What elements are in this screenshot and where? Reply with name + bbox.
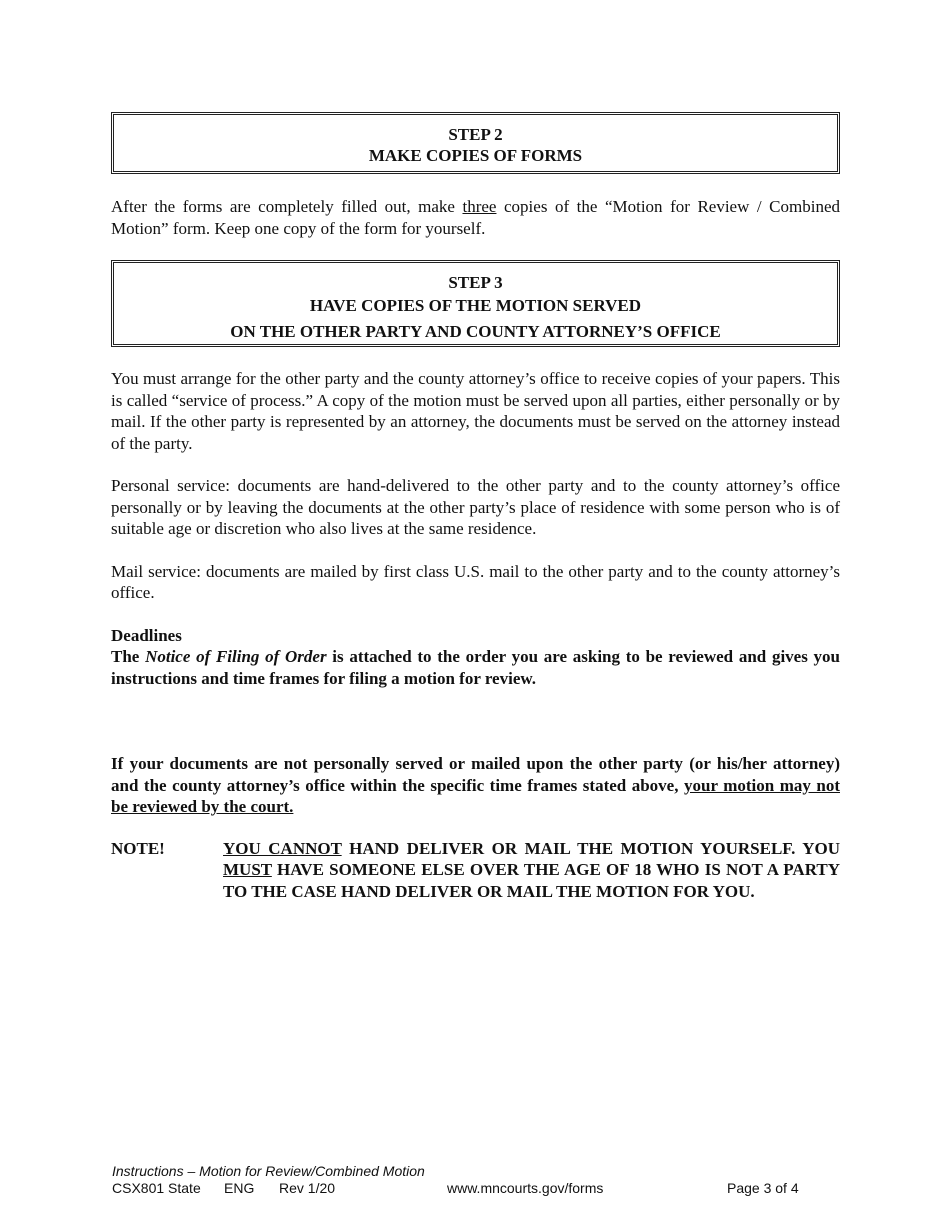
note-text bbox=[223, 838, 840, 903]
mail-service-paragraph: Mail service: documents are mailed by first class U.S. mail to the other party and to the county attorney’s office. bbox=[111, 561, 840, 602]
note-text-part-1: HAND DELIVER OR MAIL THE MOTION YOURSELF. YOU bbox=[341, 838, 841, 858]
warning-text: If your documents are not personally served or mailed upon the other party (or his/her attorney) and the county attorney’s office within the specific time frames stated above, bbox=[111, 754, 840, 795]
note-text-part-2: HAVE SOMEONE ELSE OVER THE AGE OF 18 WHO IS NOT A PARTY TO THE CASE HAND DELIVER OR MAIL THE MOTION FOR YOU. bbox=[223, 860, 840, 901]
step-2-text-start: After the forms are completely filled out, make bbox=[111, 197, 463, 216]
warning-paragraph bbox=[111, 753, 840, 818]
step-2-text-end: copies of the “Motion for Review / Combined Motion” form. Keep one copy of the form for yourself. bbox=[111, 197, 840, 238]
page-footer bbox=[112, 1163, 812, 1197]
footer-form-code: CSX801 State bbox=[112, 1180, 201, 1196]
step-3-title-line-1: HAVE COPIES OF THE MOTION SERVED bbox=[309, 296, 642, 315]
note-label: NOTE! bbox=[111, 838, 165, 858]
note-block bbox=[111, 838, 840, 903]
footer-website: www.mncourts.gov/forms bbox=[447, 1180, 604, 1196]
personal-service-paragraph: Personal service: documents are hand-delivered to the other party and to the county attorney’s office personally or by leaving the documents at the other party’s place of residence with some person who is of suitable age or discretion who also lives at the same residence. bbox=[111, 476, 840, 538]
step-2-title: MAKE COPIES OF FORMS bbox=[368, 146, 583, 165]
warning-underlined-text: your motion may not be reviewed by the court. bbox=[111, 775, 840, 816]
service-of-process-paragraph: You must arrange for the other party and the county attorney’s office to receive copies of your papers. This is called “service of process.” A copy of the motion must be served upon all parties, either personally or by mail. If the other party is represented by an attorney, the documents must be served on the attorney instead of the party. bbox=[111, 369, 840, 453]
deadlines-text-end: is attached to the order you are asking to be reviewed and gives you instructions and time frames for filing a motion for review. bbox=[111, 647, 841, 688]
step-3-header-box bbox=[111, 260, 840, 347]
deadlines-heading: Deadlines bbox=[111, 625, 182, 645]
document-page bbox=[111, 112, 840, 902]
deadlines-paragraph bbox=[111, 646, 840, 689]
step-2-header-box bbox=[111, 112, 840, 174]
step-2-paragraph bbox=[111, 196, 840, 239]
footer-title: Instructions – Motion for Review/Combined Motion bbox=[112, 1163, 425, 1179]
note-underlined-must: MUST bbox=[223, 860, 272, 879]
footer-revision: Rev 1/20 bbox=[279, 1180, 336, 1196]
footer-page-number: Page 3 of 4 bbox=[727, 1180, 799, 1196]
footer-language: ENG bbox=[224, 1180, 255, 1196]
deadlines-italic-title: Notice of Filing of Order bbox=[145, 647, 327, 666]
step-2-heading: STEP 2 bbox=[448, 125, 503, 144]
footer-info-row bbox=[112, 1180, 812, 1197]
note-underlined-cannot: YOU CANNOT bbox=[223, 838, 342, 858]
step-3-heading: STEP 3 bbox=[448, 273, 503, 292]
step-2-underlined-word: three bbox=[462, 197, 497, 216]
step-3-title-line-2: ON THE OTHER PARTY AND COUNTY ATTORNEY’S OFFICE bbox=[230, 322, 721, 341]
deadlines-text-start: The bbox=[111, 647, 146, 666]
